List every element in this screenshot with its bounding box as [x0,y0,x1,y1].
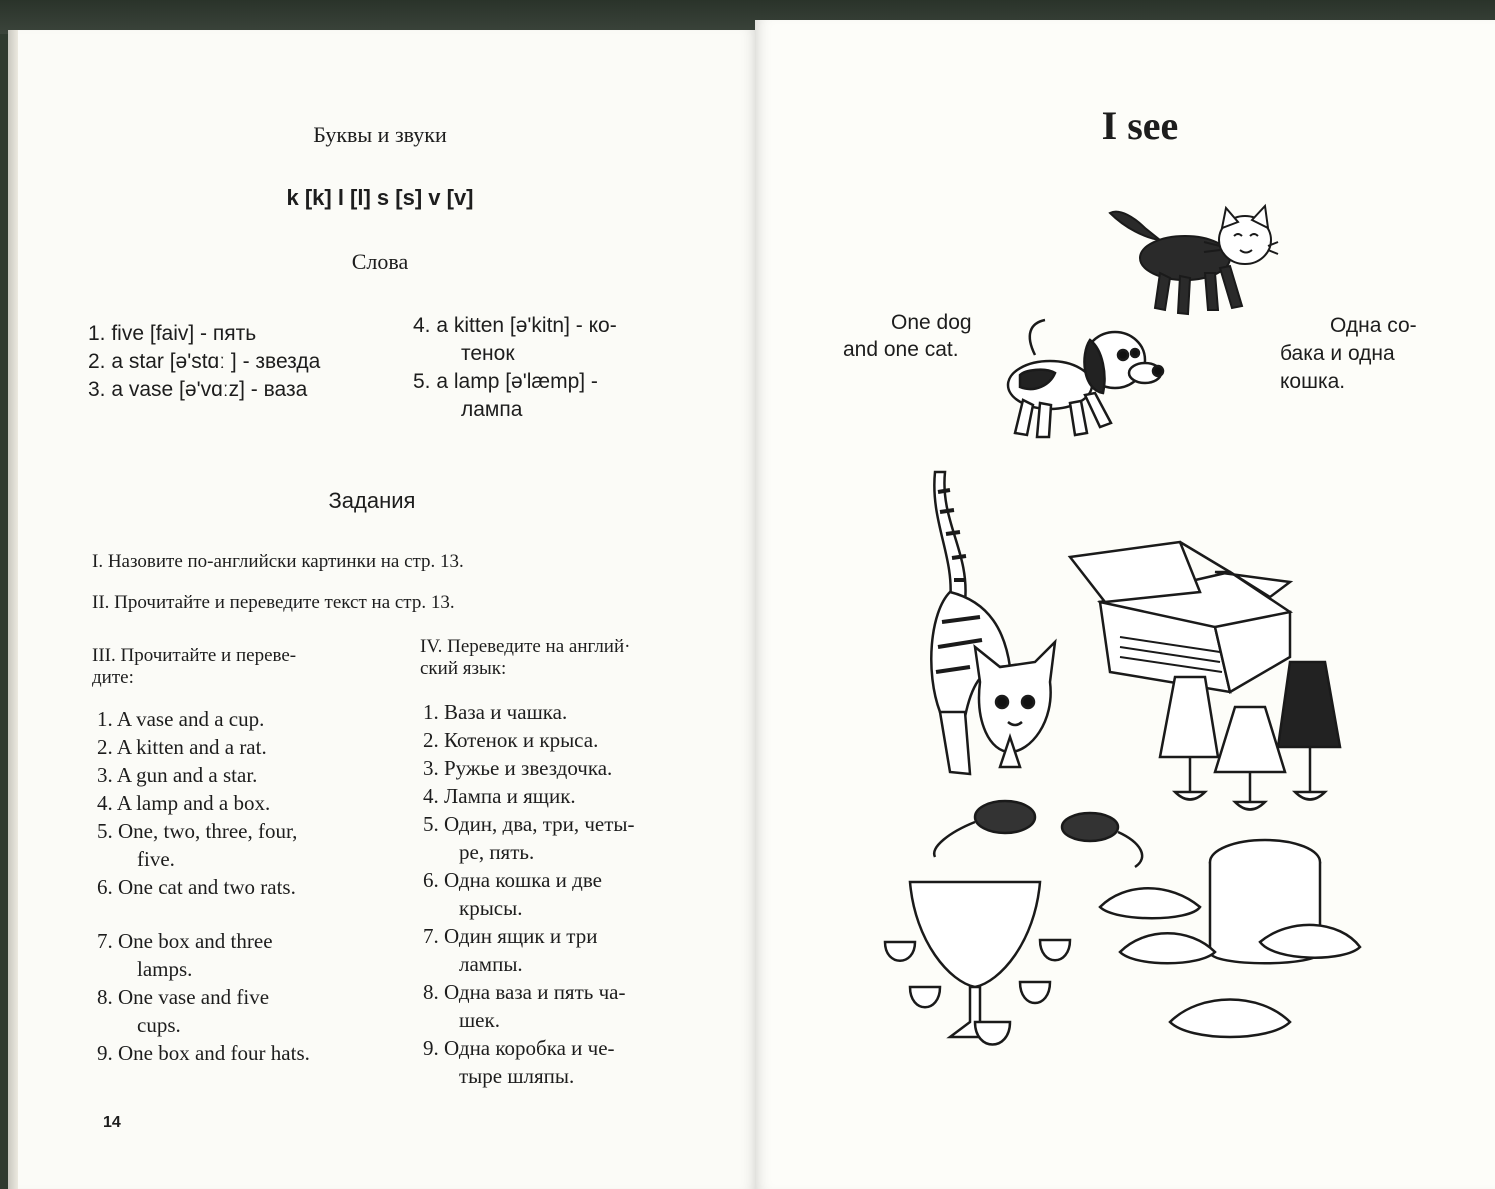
caption-line: кошка. [1280,370,1346,393]
task-2: II. Прочитайте и переведите текст на стр. 13. [92,592,455,613]
list-item: 8. Одна ваза и пять ча- [423,980,626,1004]
word-item-cont: тенок [461,342,515,365]
task-3-title [92,645,296,689]
letters-sounds-heading: Буквы и звуки [313,122,447,147]
caption-line: and one cat. [843,338,959,361]
task-4-list [423,698,635,1090]
dog-illustration [995,315,1170,443]
list-item-cont: крысы. [459,896,523,920]
word-item: 3. a vase [ə'vɑːz] - ваза [88,378,308,401]
task-3-title-line: III. Прочитайте и переве- [92,645,297,666]
list-item: 3. Ружье и звездочка. [423,756,613,780]
page-title: I see [1101,103,1179,148]
list-item-cont: шек. [459,1008,500,1032]
word-list-col1 [88,320,320,404]
task-4-title [420,636,630,680]
caption-english [843,309,972,363]
caption-line: бака и одна [1280,342,1395,365]
list-item: 1. A vase and a cup. [97,707,265,731]
list-item: 1. Ваза и чашка. [423,700,568,724]
page-edge [8,30,18,1189]
cat-illustration [1100,198,1280,323]
list-item-cont: lamps. [137,957,193,981]
word-item: 1. five [faiv] - пять [88,322,257,345]
task-3-title-line: дите: [92,667,134,688]
caption-line: Одна со- [1330,314,1417,337]
caption-line: One dog [891,311,972,334]
list-item-cont: cups. [137,1013,181,1037]
list-item: 5. One, two, three, four, [97,819,298,843]
scene-illustration [870,462,1390,1072]
words-heading: Слова [351,249,409,274]
task-4-title-line: ский язык: [420,658,507,679]
word-item: 2. a star [ə'stɑː ] - звезда [88,350,321,373]
list-item-cont: лампы. [459,952,523,976]
task-1: I. Назовите по-английски картинки на стр. 13. [92,551,464,572]
list-item: 2. A kitten and a rat. [97,735,267,759]
sounds-line: k [k] l [l] s [s] v [v] [286,185,474,210]
list-item: 6. One cat and two rats. [97,875,296,899]
caption-russian [1280,312,1417,396]
word-item-cont: лампа [461,398,523,421]
list-item: 3. A gun and a star. [97,763,258,787]
list-item: 4. Лампа и ящик. [423,784,576,808]
list-item-cont: ре, пять. [459,840,535,864]
list-item: 9. Одна коробка и че- [423,1036,615,1060]
list-item: 4. A lamp and a box. [97,791,271,815]
word-item: 5. a lamp [ə'læmp] - [413,370,598,393]
word-list-col2 [413,312,617,424]
list-item: 8. One vase and five [97,985,270,1009]
list-item: 5. Один, два, три, четы- [423,812,635,836]
list-item-cont: five. [137,847,175,871]
tasks-heading: Задания [328,488,416,513]
list-item: 2. Котенок и крыса. [423,728,599,752]
task-3-list [97,705,310,1067]
word-item: 4. a kitten [ə'kitn] - ко- [413,314,617,337]
list-item: 9. One box and four hats. [97,1041,310,1065]
list-item-cont: тыре шляпы. [459,1064,575,1088]
list-item: 6. Одна кошка и две [423,868,602,892]
task-4-title-line: IV. Переведите на англий· [420,636,631,657]
list-item: 7. One box and three [97,929,273,953]
page-number: 14 [103,1114,121,1131]
list-item: 7. Один ящик и три [423,924,598,948]
